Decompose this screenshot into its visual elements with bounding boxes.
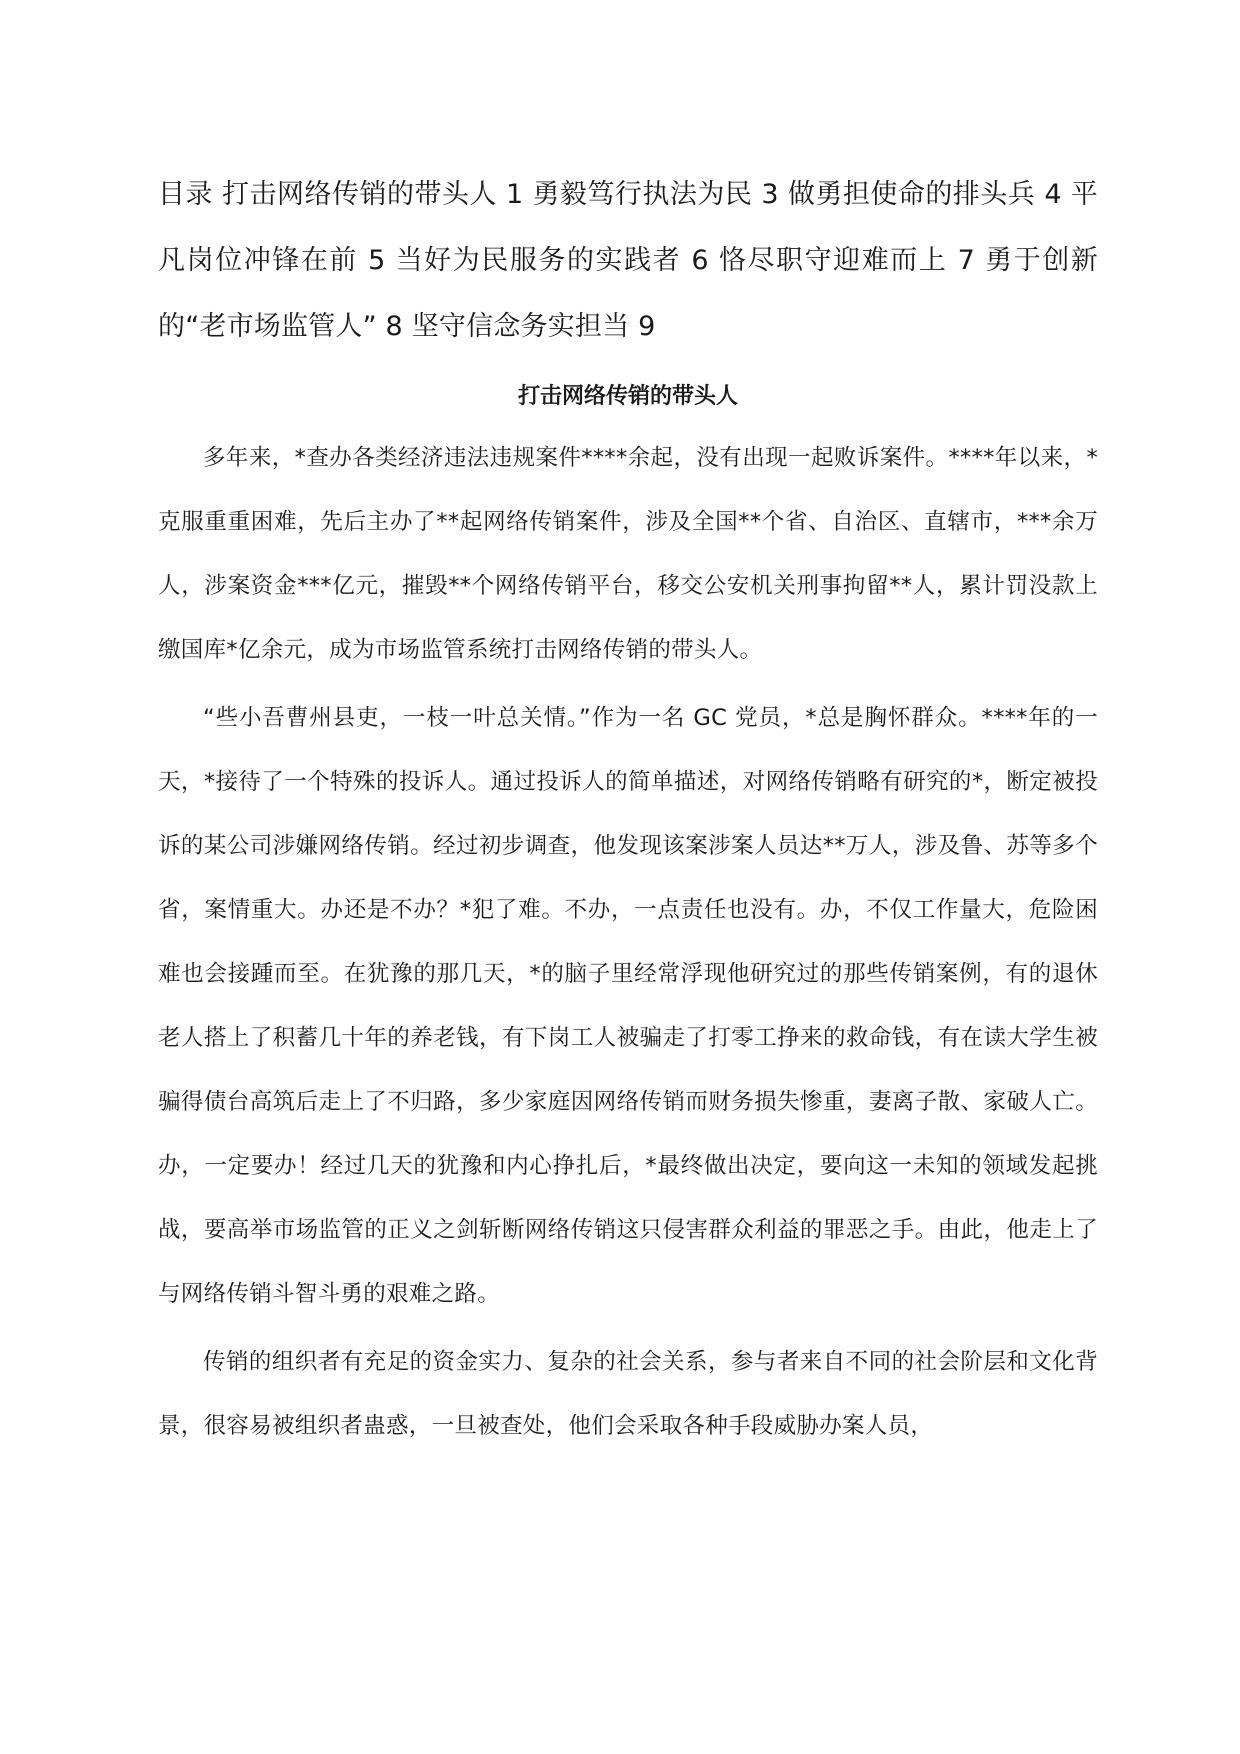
paragraph: “些小吾曹州县吏，一枝一叶总关情。”作为一名 GC 党员，*总是胸怀群众。****年的一天，*接待了一个特殊的投诉人。通过投诉人的简单描述，对网络传销略有研究的*，断定被投诉的某公司涉嫌网络传销。经过初步调查，他发现该案涉案人员达**万人，涉及鲁、苏等多个省，案情重大。办还是不办？*犯了难。不办，一点责任也没有。办，不仅工作量大，危险困难也会接踵而至。在犹豫的那几天，*的脑子里经常浮现他研究过的那些传销案例，有的退休老人搭上了积蓄几十年的养老钱，有下岗工人被骗走了打零工挣来的救命钱，有在读大学生被骗得债台高筑后走上了不归路，多少家庭因网络传销而财务损失惨重，妻离子散、家破人亡。办，一定要办！经过几天的犹豫和内心挣扎后，*最终做出决定，要向这一未知的领域发起挑战，要高举市场监管的正义之剑斩断网络传销这只侵害群众利益的罪恶之手。由此，他走上了与网络传销斗智斗勇的艰难之路。 — [158, 705, 1098, 1307]
table-of-contents: 目录 打击网络传销的带头人 1 勇毅笃行执法为民 3 做勇担使命的排头兵 4 平凡岗位冲锋在前 5 当好为民服务的实践者 6 恪尽职守迎难而上 7 勇于创新的“老市场监管人” 8 坚守信念务实担当 9 — [158, 179, 1098, 342]
paragraph: 多年来，*查办各类经济违法违规案件****余起，没有出现一起败诉案件。****年以来，*克服重重困难，先后主办了**起网络传销案件，涉及全国**个省、自治区、直辖市，***余万人，涉案资金***亿元，摧毁**个网络传销平台，移交公安机关刑事拘留**人，累计罚没款上缴国库*亿余元，成为市场监管系统打击网络传销的带头人。 — [158, 445, 1098, 663]
document-page — [158, 162, 1098, 1458]
article-title: 打击网络传销的带头人 — [517, 384, 738, 409]
paragraph: 传销的组织者有充足的资金实力、复杂的社会关系，参与者来自不同的社会阶层和文化背景，很容易被组织者蛊惑，一旦被查处，他们会采取各种手段威胁办案人员， — [158, 1349, 1098, 1439]
